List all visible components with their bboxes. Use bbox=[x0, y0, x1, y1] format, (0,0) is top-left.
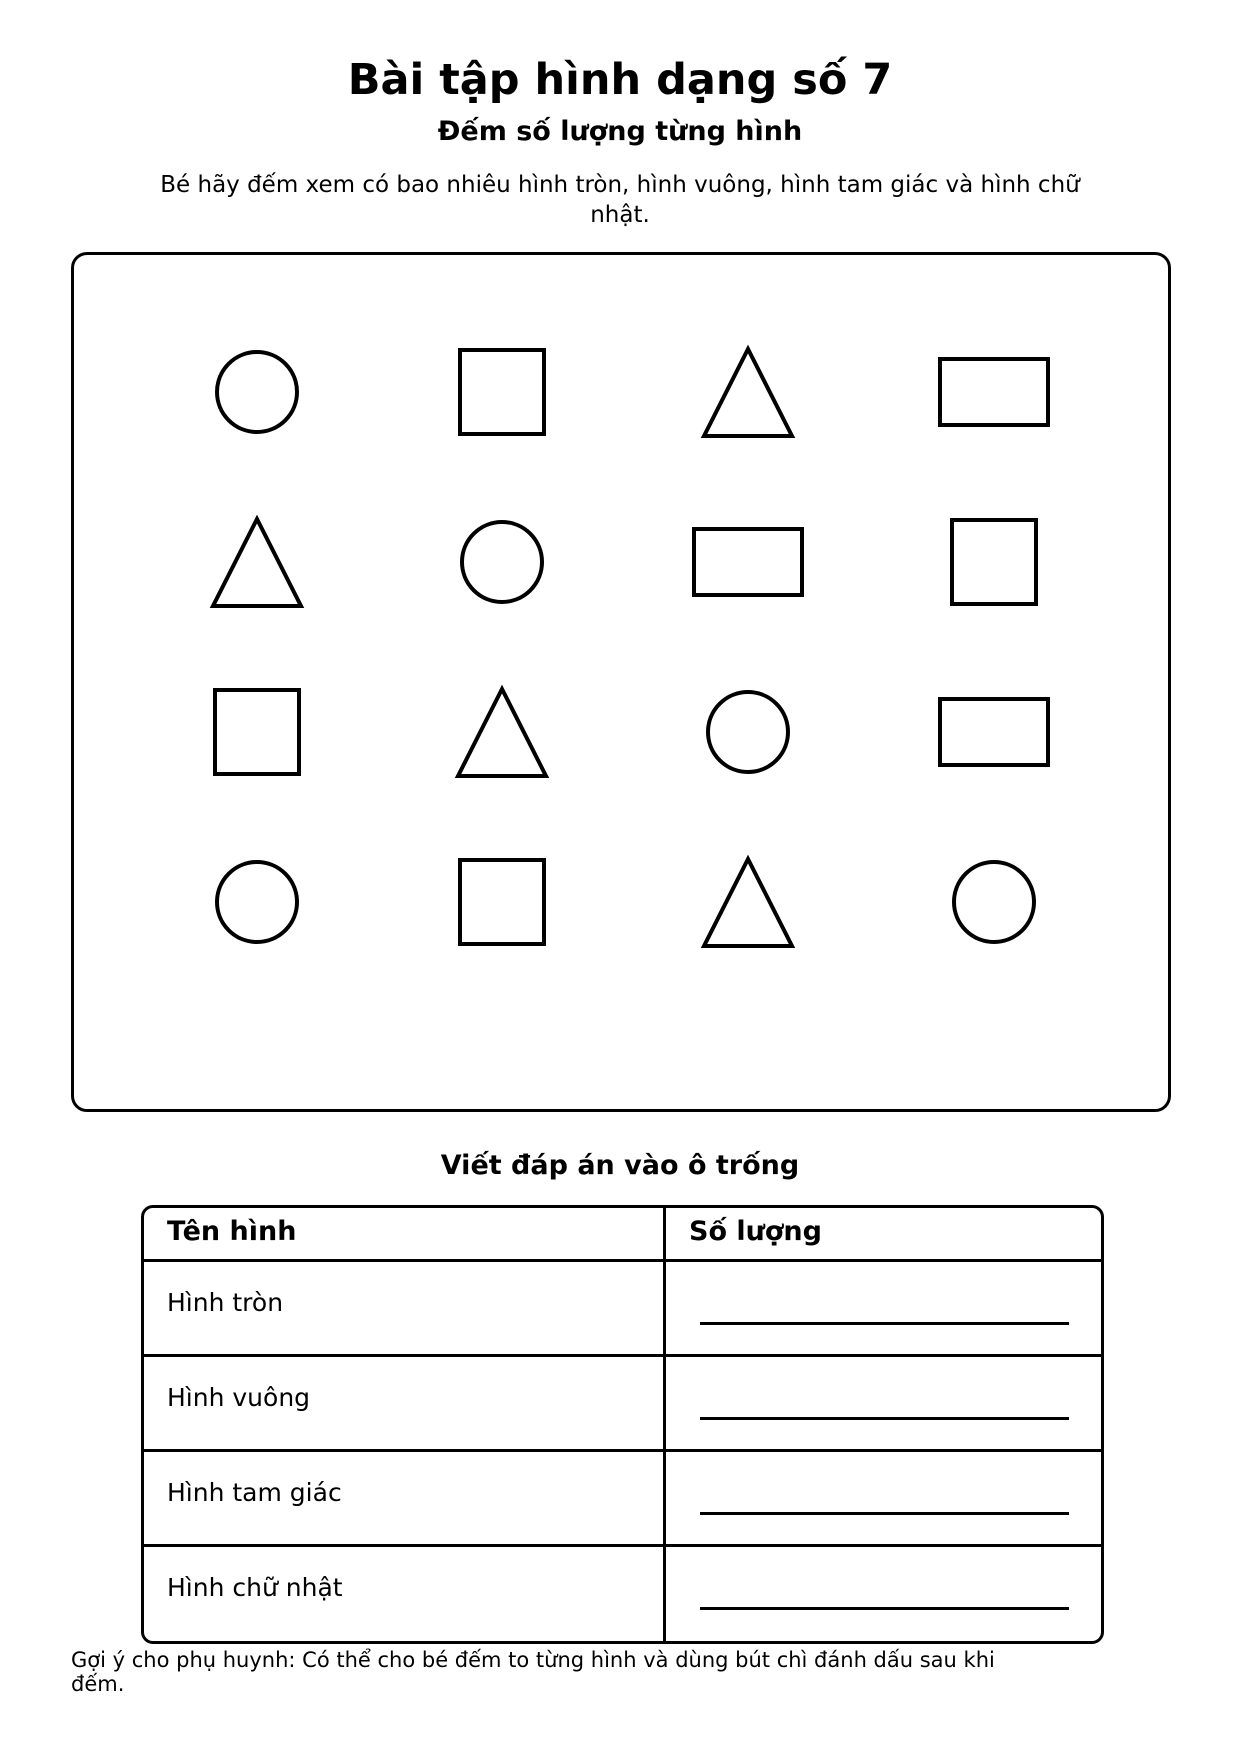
answer-cell-triangle[interactable] bbox=[666, 1452, 1101, 1544]
instruction-text: Bé hãy đếm xem có bao nhiêu hình tròn, hình vuông, hình tam giác và hình chữ nhật. bbox=[160, 172, 1080, 228]
shape-name-circle: Hình tròn bbox=[144, 1262, 666, 1354]
square-shape bbox=[952, 520, 1036, 604]
shape-name-square: Hình vuông bbox=[144, 1357, 666, 1449]
header-quantity: Số lượng bbox=[689, 1216, 822, 1247]
answer-cell-square[interactable] bbox=[666, 1357, 1101, 1449]
circle-shape bbox=[217, 862, 297, 942]
page-title: Bài tập hình dạng số 7 bbox=[347, 55, 893, 105]
answer-heading: Viết đáp án vào ô trống bbox=[440, 1150, 800, 1181]
rectangle-shape bbox=[940, 359, 1048, 425]
table-row bbox=[144, 1357, 1101, 1452]
triangle-shape bbox=[704, 859, 792, 946]
circle-shape bbox=[708, 692, 788, 772]
triangle-shape bbox=[213, 519, 301, 606]
rectangle-shape bbox=[694, 529, 802, 595]
rectangle-shape bbox=[940, 699, 1048, 765]
shape-grid-box bbox=[71, 252, 1171, 1112]
circle-shape bbox=[217, 352, 297, 432]
answer-line bbox=[700, 1417, 1069, 1420]
answer-line bbox=[700, 1607, 1069, 1610]
triangle-shape bbox=[458, 689, 546, 776]
square-shape bbox=[460, 350, 544, 434]
answer-cell-rectangle[interactable] bbox=[666, 1547, 1101, 1642]
shape-name-rectangle: Hình chữ nhật bbox=[144, 1547, 666, 1642]
table-row bbox=[144, 1262, 1101, 1357]
header-shape-name: Tên hình bbox=[144, 1208, 666, 1259]
parent-hint-note: Gợi ý cho phụ huynh: Có thể cho bé đếm to từng hình và dùng bút chì đánh dấu sau khi đếm. bbox=[71, 1648, 995, 1696]
answer-cell-circle[interactable] bbox=[666, 1262, 1101, 1354]
table-row bbox=[144, 1547, 1101, 1642]
circle-shape bbox=[954, 862, 1034, 942]
answer-table bbox=[141, 1205, 1104, 1644]
answer-line bbox=[700, 1322, 1069, 1325]
page-subtitle: Đếm số lượng từng hình bbox=[437, 116, 803, 147]
shape-name-triangle: Hình tam giác bbox=[144, 1452, 666, 1544]
circle-shape bbox=[462, 522, 542, 602]
shape-grid bbox=[74, 255, 1168, 1109]
table-row bbox=[144, 1452, 1101, 1547]
answer-line bbox=[700, 1512, 1069, 1515]
triangle-shape bbox=[704, 349, 792, 436]
square-shape bbox=[460, 860, 544, 944]
table-header-row bbox=[144, 1208, 1101, 1262]
square-shape bbox=[215, 690, 299, 774]
